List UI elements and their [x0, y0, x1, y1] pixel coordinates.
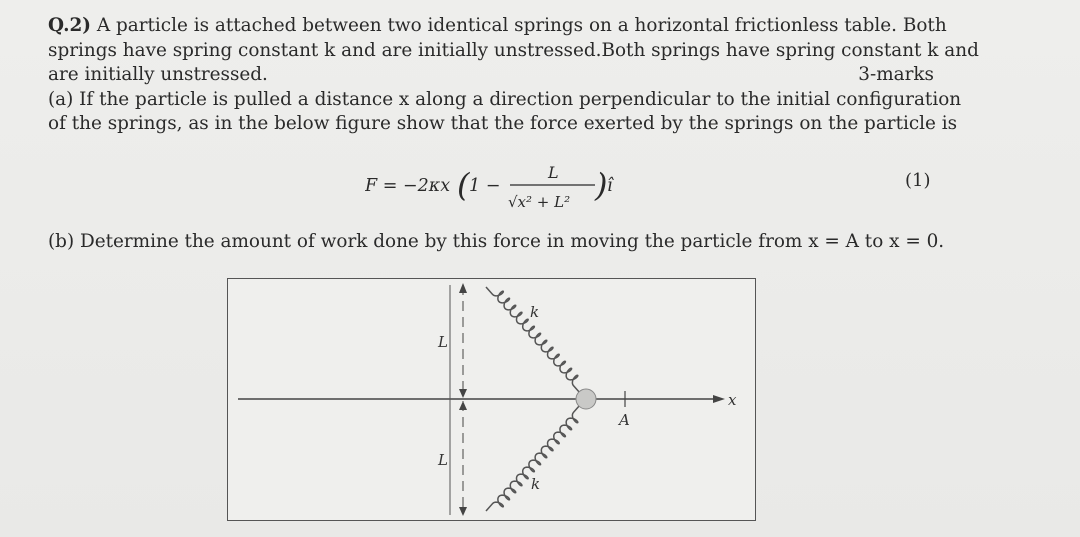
equation-numerator: L — [548, 163, 559, 182]
spring-coil — [486, 405, 580, 511]
label-L-bottom: L — [438, 451, 448, 469]
question-number: Q.2) — [48, 15, 92, 36]
dim-arrow-top-down — [459, 389, 467, 398]
label-A: A — [619, 411, 630, 429]
marks-label: 3-marks — [858, 64, 934, 85]
question-text-3: are initially unstressed. — [48, 64, 268, 85]
problem-statement — [48, 14, 979, 137]
dim-arrow-bottom-up — [459, 401, 467, 410]
equation-block — [0, 160, 1080, 216]
dim-arrow-top-up — [459, 283, 467, 293]
dim-arrow-bottom-down — [459, 507, 467, 516]
spring-diagram — [228, 279, 754, 519]
equation-lhs: F = −2κx — [365, 176, 451, 196]
part-a-line-2: of the springs, as in the below figure show that the force exerted by the springs on the particle is — [48, 113, 958, 134]
x-axis-arrowhead — [713, 395, 725, 403]
label-k-bottom: k — [531, 475, 541, 493]
particle — [576, 389, 596, 409]
equation-unit-vector: î — [607, 176, 613, 196]
question-line-3 — [48, 63, 934, 88]
equation-one-minus: 1 − — [469, 176, 501, 196]
part-b-text: (b) Determine the amount of work done by this force in moving the particle from x = A to x = 0. — [48, 231, 945, 252]
spring-figure — [227, 278, 756, 521]
spring-bottom — [486, 405, 580, 511]
equation-close-paren: ) — [595, 166, 608, 204]
force-equation — [365, 160, 665, 216]
label-k-top: k — [530, 303, 540, 321]
question-line-2: springs have spring constant k and are initially unstressed.Both springs have spring constant k and — [48, 39, 979, 61]
equation-denominator: √x² + L² — [508, 193, 571, 211]
part-a-line-1: (a) If the particle is pulled a distance x along a direction perpendicular to the initial configuration — [48, 88, 962, 110]
question-text-1: A particle is attached between two identical springs on a horizontal frictionless table. Both — [96, 15, 947, 36]
equation-open-paren: ( — [457, 166, 470, 204]
x-axis-label: x — [728, 391, 737, 409]
equation-number: (1) — [905, 170, 931, 191]
label-L-top: L — [438, 333, 448, 351]
question-line-1 — [48, 14, 947, 39]
